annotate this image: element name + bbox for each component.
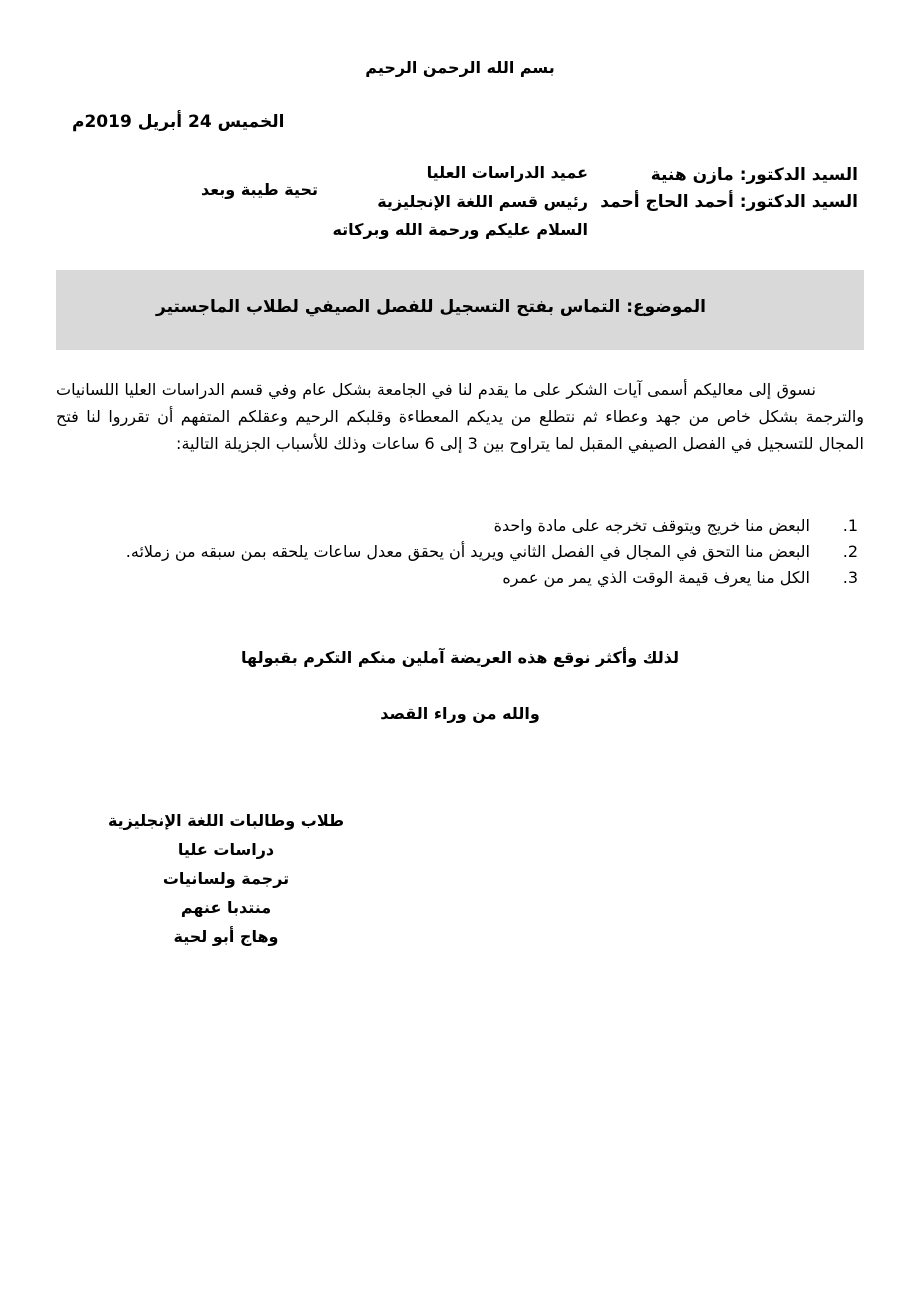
basmala-heading: بسم الله الرحمن الرحيم	[365, 58, 555, 77]
recipient-1-name: السيد الدكتور: مازن هنية	[650, 165, 858, 185]
recipient-2-name: السيد الدكتور: أحمد الحاج أحمد	[600, 192, 858, 212]
signature-line: دراسات عليا	[177, 840, 275, 859]
signature-line: ترجمة ولسانيات	[162, 869, 290, 888]
body-text: نسوق إلى معاليكم أسمى آيات الشكر على ما يقدم لنا في الجامعة بشكل عام وفي قسم الدراسات العليا اللسانيات والترجمة بشكل خاص من جهد وعطاء ثم نتطلع من يديكم المعطاءة وقلبكم الرحيم وعقلكم المتفهم أن تقرروا لنا فتح المجال للتسجيل في الفصل الصيفي المقبل لما يتراوح بين 3 إلى 6 ساعات وذلك للأسباب الجزيلة التالية:	[56, 380, 864, 453]
signature-line: طلاب وطالبات اللغة الإنجليزية	[107, 811, 345, 830]
list-item	[98, 565, 858, 591]
list-text: البعض منا التحق في المجال في الفصل الثاني ويريد أن يحقق معدل ساعات يلحقه بمن سبقه من زملائه.	[125, 542, 810, 561]
list-item	[98, 513, 858, 539]
list-text: الكل منا يعرف قيمة الوقت الذي يمر من عمره	[502, 568, 810, 587]
greeting: تحية طيبة وبعد	[201, 180, 318, 199]
list-number: 1.	[842, 516, 858, 535]
list-number: 3.	[842, 568, 858, 587]
closing-phrase: والله من وراء القصد	[380, 704, 540, 723]
subject-box	[56, 270, 864, 350]
list-number: 2.	[842, 542, 858, 561]
list-item	[98, 539, 858, 565]
signature-block	[90, 806, 362, 951]
recipient-1-title: عميد الدراسات العليا	[426, 163, 588, 182]
closing-line: لذلك وأكثر نوقع هذه العريضة آملين منكم التكرم بقبولها	[241, 648, 679, 667]
salutation: السلام عليكم ورحمة الله وبركاته	[332, 220, 588, 239]
letter-date: الخميس 24 أبريل 2019م	[72, 112, 285, 132]
body-paragraph	[56, 376, 864, 457]
recipient-2-title: رئيس قسم اللغة الإنجليزية	[377, 192, 588, 211]
subject-line: الموضوع: التماس بفتح التسجيل للفصل الصيفي لطلاب الماجستير	[156, 297, 706, 317]
signature-name: وهاج أبو لحية	[173, 927, 279, 946]
reasons-list	[98, 513, 858, 591]
signature-line: منتدبا عنهم	[180, 898, 272, 917]
list-text: البعض منا خريج ويتوقف تخرجه على مادة واحدة	[493, 516, 810, 535]
